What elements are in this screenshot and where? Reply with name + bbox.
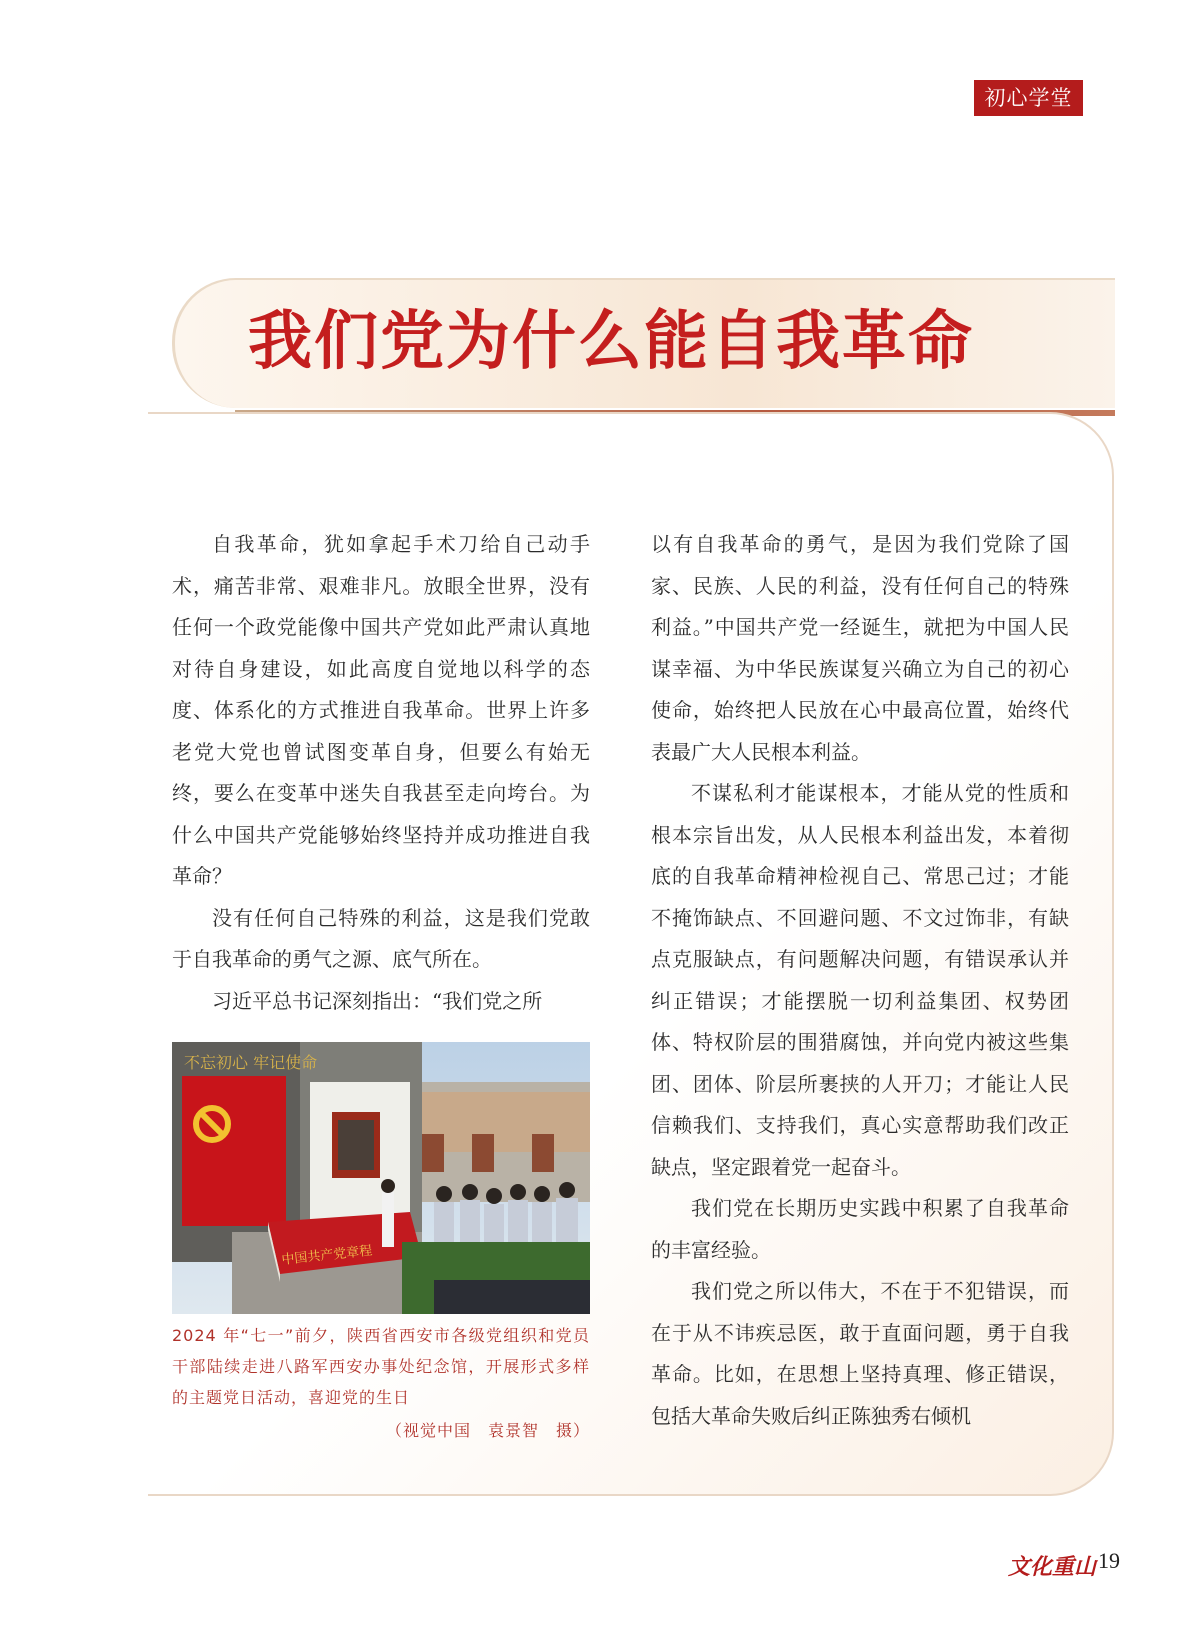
left-column (172, 524, 590, 1022)
paragraph: 自我革命，犹如拿起手术刀给自己动手术，痛苦非常、艰难非凡。放眼全世界，没有任何一个政党能像中国共产党如此严肃认真地对待自身建设，如此高度自觉地以科学的态度、体系化的方式推进自我革命。世界上许多老党大党也曾试图变革自身，但要么有始无终，要么在变革中迷失自我甚至走向垮台。为什么中国共产党能够始终坚持并成功推进自我革命？ (172, 532, 590, 888)
paragraph: 没有任何自己特殊的利益，这是我们党敢于自我革命的勇气之源、底气所在。 (172, 905, 590, 971)
magazine-logo: 文化重山 (1008, 1554, 1097, 1580)
photo-credit: （视觉中国 袁景智 摄） (385, 1421, 590, 1440)
photo-caption (172, 1320, 590, 1446)
caption-text: 2024 年“七一”前夕，陕西省西安市各级党组织和党员干部陆续走进八路军西安办事处纪念馆，开展形式多样的主题党日活动，喜迎党的生日 (172, 1326, 590, 1407)
paragraph: 我们党之所以伟大，不在于不犯错误，而在于从不讳疾忌医，敢于直面问题，勇于自我革命。比如，在思想上坚持真理、修正错误，包括大革命失败后纠正陈独秀右倾机 (651, 1279, 1069, 1428)
photo-book-text: 中国共产党章程 (280, 1243, 373, 1268)
article-title: 我们党为什么能自我革命 (248, 305, 974, 379)
right-column (651, 524, 1069, 1437)
paragraph: 不谋私利才能谋根本，才能从党的性质和根本宗旨出发，从人民根本利益出发，本着彻底的自我革命精神检视自己、常思己过；才能不掩饰缺点、不回避问题、不文过饰非，有缺点克服缺点，有问题解决问题，有错误承认并纠正错误；才能摆脱一切利益集团、权势团体、特权阶层的围猎腐蚀，并向党内被这些集团、团体、阶层所裹挟的人开刀；才能让人民信赖我们、支持我们，真心实意帮助我们改正缺点，坚定跟着党一起奋斗。 (651, 781, 1069, 1179)
page-number: 19 (1098, 1548, 1120, 1573)
section-tag: 初心学堂 (974, 80, 1083, 116)
photo-wall-text: 不忘初心 牢记使命 (184, 1053, 318, 1072)
paragraph: 我们党在长期历史实践中积累了自我革命的丰富经验。 (651, 1196, 1069, 1262)
paragraph: 习近平总书记深刻指出：“我们党之所 (212, 988, 543, 1013)
article-photo (172, 1042, 590, 1314)
paragraph-continuation: 以有自我革命的勇气，是因为我们党除了国家、民族、人民的利益，没有任何自己的特殊利益。”中国共产党一经诞生，就把为中国人民谋幸福、为中华民族谋复兴确立为自己的初心使命，始终把人民放在心中最高位置，始终代表最广大人民根本利益。 (651, 532, 1069, 764)
